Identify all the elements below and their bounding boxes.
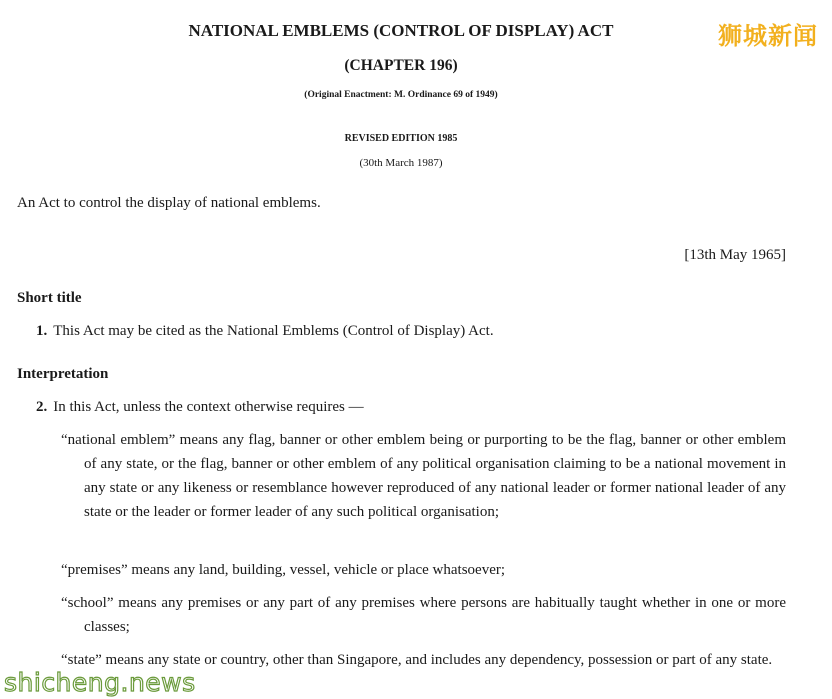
definition-premises: “premises” means any land, building, vessel, vehicle or place whatsoever; — [61, 562, 506, 578]
original-enactment: (Original Enactment: M. Ordinance 69 of 1949) — [304, 90, 498, 100]
watermark-top-logo: 狮城新闻 — [718, 22, 818, 50]
watermark-bottom-logo: shicheng.news — [4, 668, 196, 697]
long-title: An Act to control the display of national emblems. — [17, 195, 321, 211]
definition-state: “state” means any state or country, other than Singapore, and includes any dependency, possession or part of any state. — [61, 652, 773, 668]
chapter-number: (CHAPTER 196) — [344, 57, 458, 74]
section-heading-short-title: Short title — [17, 290, 82, 306]
definition-school: “school” means any premises or any part of any premises where persons are habitually taught whether in one or more classes; — [61, 595, 786, 635]
act-title: NATIONAL EMBLEMS (CONTROL OF DISPLAY) ACT — [188, 21, 614, 40]
section-1-text: This Act may be cited as the National Emblems (Control of Display) Act. — [53, 323, 494, 339]
section-2-text: In this Act, unless the context otherwise requires — — [53, 399, 364, 415]
section-2-number: 2. — [36, 399, 48, 415]
section-1 — [36, 323, 494, 340]
revised-date: (30th March 1987) — [359, 157, 443, 169]
definition-national-emblem: “national emblem” means any flag, banner or other emblem being or purporting to be the flag, banner or other emblem of any state, or the flag, banner or other emblem of any political organisation claiming to be a national movement in any state or any likeness or resemblance however reproduced of any national leader or former national leader of any state or the leader or former leader of any such political organisation; — [61, 432, 786, 520]
section-2 — [36, 399, 364, 416]
section-heading-interpretation: Interpretation — [17, 366, 109, 382]
revised-edition: REVISED EDITION 1985 — [344, 133, 458, 144]
commencement-date: [13th May 1965] — [684, 247, 786, 263]
section-1-number: 1. — [36, 323, 48, 339]
